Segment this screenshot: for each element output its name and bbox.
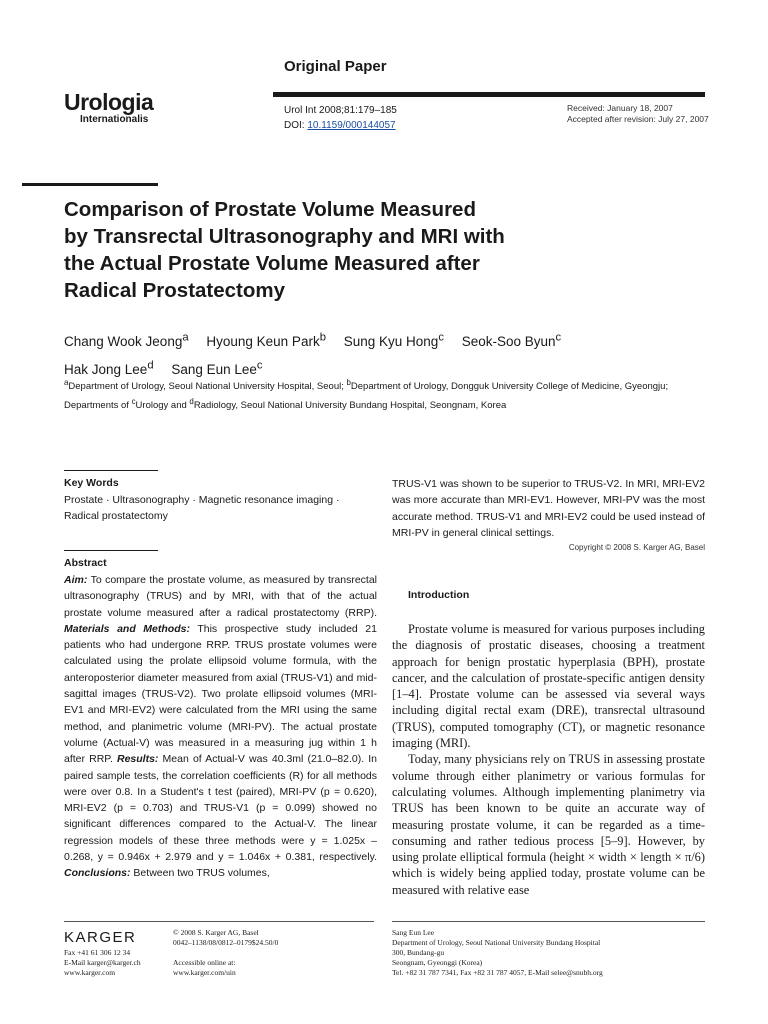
citation-block <box>284 103 397 133</box>
abstract-results: Mean of Actual-V was 40.3ml (21.0–82.0). In paired sample tests, the correlation coefficients (R) for all methods were over 0.8. In a Student's t test (paired), MRI-PV (p = 0.620), MRI-EV2 (p = 0.703) and TRUS-V1 (p = 0.099) showed no significant differences compared to the Actual-V. The linear regression models of these three methods were y = 1.025x – 0.268, y = 0.946x + 2.979 and y = 1.046x + 0.381, respectively. <box>64 753 377 864</box>
correspondence-line: Tel. +82 31 787 7341, Fax +82 31 787 4057, E-Mail selee@snubh.org <box>392 968 603 977</box>
correspondence-line: 300, Bundang-gu <box>392 948 445 957</box>
dates-block <box>567 103 709 125</box>
keywords <box>64 492 382 524</box>
abstract-conclusions: Between two TRUS volumes, <box>130 867 270 880</box>
author <box>64 331 189 349</box>
affiliations <box>64 376 704 413</box>
citation: Urol Int 2008;81:179–185 <box>284 105 397 116</box>
accepted-date: Accepted after revision: July 27, 2007 <box>567 114 709 124</box>
spacer <box>173 948 278 958</box>
introduction-heading: Introduction <box>408 589 470 601</box>
copyright-line: 0042–1138/08/0812–0179$24.50/0 <box>173 938 279 947</box>
intro-paragraph: Today, many physicians rely on TRUS in assessing prostate volume through either planimetry or various formulas for calculating volumes. Although implementing planimetry via TRUS has been known to be quite an accurate way of measuring prostate volume, it can be regarded as a time-consuming and rather tedious process [5–9]. However, by using prolate elliptical formula (height × width × length × π/6) which is widely being applied today, prostate volume can be measured with relative ease <box>392 752 705 897</box>
correspondence-line: Seongnam, Gyeonggi (Korea) <box>392 958 483 967</box>
author-list <box>64 325 704 382</box>
author-affiliation-mark: c <box>438 331 444 343</box>
publisher-website[interactable]: www.karger.com <box>64 968 116 977</box>
author <box>461 331 562 349</box>
title-rule <box>22 183 158 186</box>
author-affiliation-mark: a <box>182 331 189 343</box>
author-name: Sung Kyu Hong <box>343 333 439 349</box>
title-line: the Actual Prostate Volume Measured after <box>64 252 480 275</box>
author-affiliation-mark: b <box>319 331 326 343</box>
journal-logo-main: Urologia <box>64 89 154 115</box>
publisher-email[interactable]: E-Mail karger@karger.ch <box>64 958 141 967</box>
affiliation-text: Urology and <box>135 399 190 411</box>
affiliation-mark: a <box>64 378 69 387</box>
author-name: Seok-Soo Byun <box>461 333 556 349</box>
abstract-aim-label: Aim: <box>64 574 88 586</box>
correspondence-line: Sang Eun Lee <box>392 928 435 937</box>
abstract-conclusions-label: Conclusions: <box>64 867 131 880</box>
doi-link[interactable]: 10.1159/000144057 <box>307 120 396 131</box>
abstract-continuation: TRUS-V1 was shown to be superior to TRUS-V2. In MRI, MRI-EV2 was more accurate than MRI-EV1. However, MRI-PV was the most accurate method. TRUS-V1 and MRI-EV2 could be used instead of MRI-PV in general clinical settings. <box>392 478 705 539</box>
title-line: by Transrectal Ultrasonography and MRI with <box>64 225 505 248</box>
abstract-copyright: Copyright © 2008 S. Karger AG, Basel <box>568 543 705 552</box>
footer-rule <box>64 921 374 922</box>
intro-paragraph: Prostate volume is measured for various purposes including the diagnosis of prostatic diseases, choosing a treatment approach for benign prostatic hyperplasia (BPH), prostate cancer, and the calculation of prostate-specific antigen density [1–4]. Prostate volume can be assessed via several ways including digital rectal exam (DRE), transrectal ultrasound (TRUS), computed tomography (CT), or magnetic resonance imaging (MRI). <box>392 622 705 751</box>
affiliation-text: Radiology, Seoul National University Bundang Hospital, Seongnam, Korea <box>193 399 507 411</box>
copyright-line: © 2008 S. Karger AG, Basel <box>173 928 259 937</box>
publisher-copyright <box>173 928 278 978</box>
access-link[interactable]: www.karger.com/uin <box>173 968 236 977</box>
publisher-logo: KARGER <box>64 929 137 946</box>
abstract-methods-label: Materials and Methods: <box>64 622 190 635</box>
journal-logo <box>64 90 153 126</box>
abstract-methods: This prospective study included 21 patients who had undergone RRP. TRUS prostate volumes were calculated using the prolate ellipsoid volume formula, with the anteroposterior diameter measured from axial (TRUS-V1) and mid-sagittal images (TRUS-V2). Two prolate ellipsoid volumes (MRI-EV1 and MRI-EV2) were calculated from the MRI using the same method, and planimetric volume (MRI-PV). The actual prostate volume (Actual-V) was measured in a measuring jug within 1 h after RRP. <box>64 622 377 766</box>
author <box>206 331 326 349</box>
author <box>343 331 444 349</box>
author <box>171 359 263 377</box>
affiliation-mark: b <box>346 378 351 387</box>
affiliation-text: Department of Urology, Seoul National University Hospital, Seoul; <box>68 381 347 393</box>
author-name: Chang Wook Jeong <box>64 333 183 349</box>
author-affiliation-mark: c <box>555 331 562 343</box>
author-name: Sang Eun Lee <box>171 362 257 377</box>
publisher-fax: Fax +41 61 306 12 34 <box>64 948 131 957</box>
affiliation-text: Department of Urology, Dongguk University College of Medicine, Gyeongju; Departments of <box>64 381 669 411</box>
abstract-aim: To compare the prostate volume, as measured by transrectal ultrasonography (TRUS) and by MRI, with that of the actual prostate volume measured after a radical prostatectomy (RRP). <box>64 574 377 619</box>
access-label: Accessible online at: <box>173 958 236 967</box>
journal-logo-sub: Internationalis <box>80 114 149 125</box>
keywords-rule <box>64 470 158 471</box>
keywords-line: Radical prostatectomy <box>64 510 168 522</box>
title-line: Radical Prostatectomy <box>64 279 286 302</box>
abstract-heading: Abstract <box>64 557 107 569</box>
author-name: Hyoung Keun Park <box>206 333 320 349</box>
paper-type: Original Paper <box>284 58 387 75</box>
article-title <box>64 196 664 304</box>
correspondence <box>392 928 603 978</box>
title-line: Comparison of Prostate Volume Measured <box>64 198 476 221</box>
doi-line <box>284 118 397 133</box>
publisher-contact <box>64 948 141 978</box>
author-name: Hak Jong Lee <box>64 362 148 377</box>
affiliation-mark: d <box>189 396 194 406</box>
abstract-body <box>64 572 377 882</box>
author-affiliation-mark: c <box>256 359 263 372</box>
keywords-line: Prostate · Ultrasonography · Magnetic resonance imaging · <box>64 494 340 506</box>
introduction-body <box>392 621 705 898</box>
correspondence-line: Department of Urology, Seoul National University Bundang Hospital <box>392 938 601 947</box>
header-rule <box>273 92 705 97</box>
doi-prefix: DOI: <box>284 120 308 131</box>
affiliation-mark: c <box>131 396 136 406</box>
received-date: Received: January 18, 2007 <box>567 103 673 113</box>
abstract-results-label: Results: <box>117 753 159 766</box>
keywords-heading: Key Words <box>64 477 119 489</box>
abstract-rule <box>64 550 158 551</box>
footer-rule <box>392 921 705 922</box>
author <box>64 359 154 377</box>
author-affiliation-mark: d <box>147 359 154 372</box>
